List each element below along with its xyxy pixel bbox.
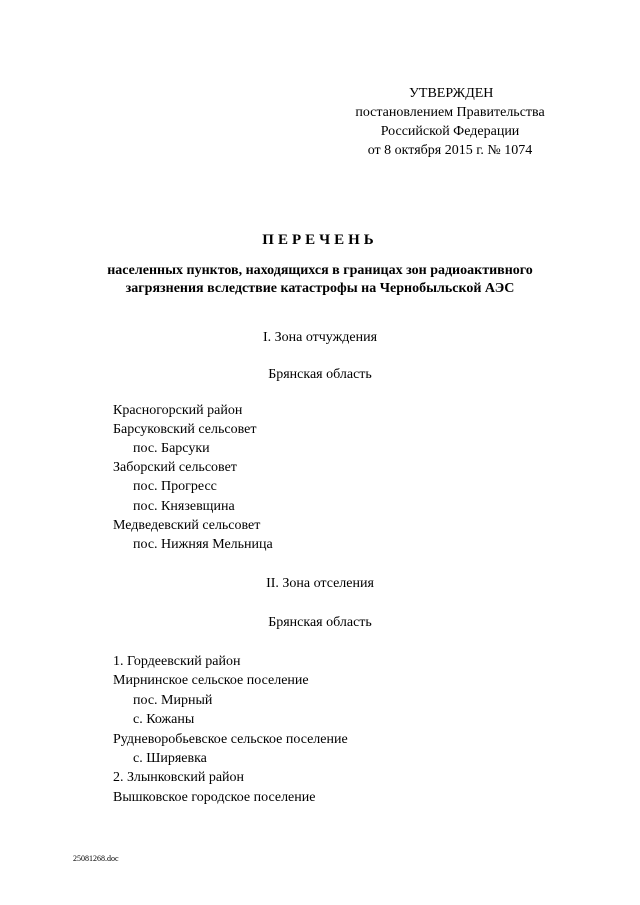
settlement-entry: Мирнинское сельское поселение	[113, 673, 309, 688]
zone-heading: I. Зона отчуждения	[262, 330, 378, 345]
zone-heading: II. Зона отселения	[266, 576, 374, 591]
approval-heading: УТВЕРЖДЕН	[409, 86, 494, 101]
settlement-council-entry: Барсуковский сельсовет	[113, 422, 257, 437]
locality-entry: с. Ширяевка	[133, 751, 207, 766]
settlement-entry: Вышковское городское поселение	[113, 790, 316, 805]
locality-entry: пос. Князевщина	[133, 499, 235, 514]
document-title: ПЕРЕЧЕНЬ	[262, 232, 378, 248]
file-name-footer: 25081268.doc	[73, 854, 119, 863]
settlement-council-entry: Медведевский сельсовет	[113, 518, 261, 533]
region-heading: Брянская область	[268, 615, 372, 630]
subtitle-line: населенных пунктов, находящихся в границах зон радиоактивного	[107, 263, 533, 278]
approval-line: постановлением Правительства	[355, 105, 545, 120]
subtitle-line: загрязнения вследствие катастрофы на Чернобыльской АЭС	[125, 281, 515, 296]
district-entry: 2. Злынковский район	[113, 770, 245, 785]
approval-line: Российской Федерации	[380, 124, 520, 139]
locality-entry: с. Кожаны	[133, 712, 195, 727]
locality-entry: пос. Барсуки	[133, 441, 210, 456]
locality-entry: пос. Нижняя Мельница	[133, 537, 273, 552]
document-subtitle	[0, 262, 640, 298]
approval-line: от 8 октября 2015 г. № 1074	[367, 143, 533, 158]
locality-entry: пос. Мирный	[133, 693, 213, 708]
approval-block	[330, 84, 570, 160]
settlement-council-entry: Заборский сельсовет	[113, 460, 237, 475]
locality-entry: пос. Прогресс	[133, 479, 217, 494]
settlement-entry: Рудневоробьевское сельское поселение	[113, 732, 348, 747]
district-entry: Красногорский район	[113, 403, 243, 418]
region-heading: Брянская область	[268, 367, 372, 382]
district-entry: 1. Гордеевский район	[113, 654, 241, 669]
